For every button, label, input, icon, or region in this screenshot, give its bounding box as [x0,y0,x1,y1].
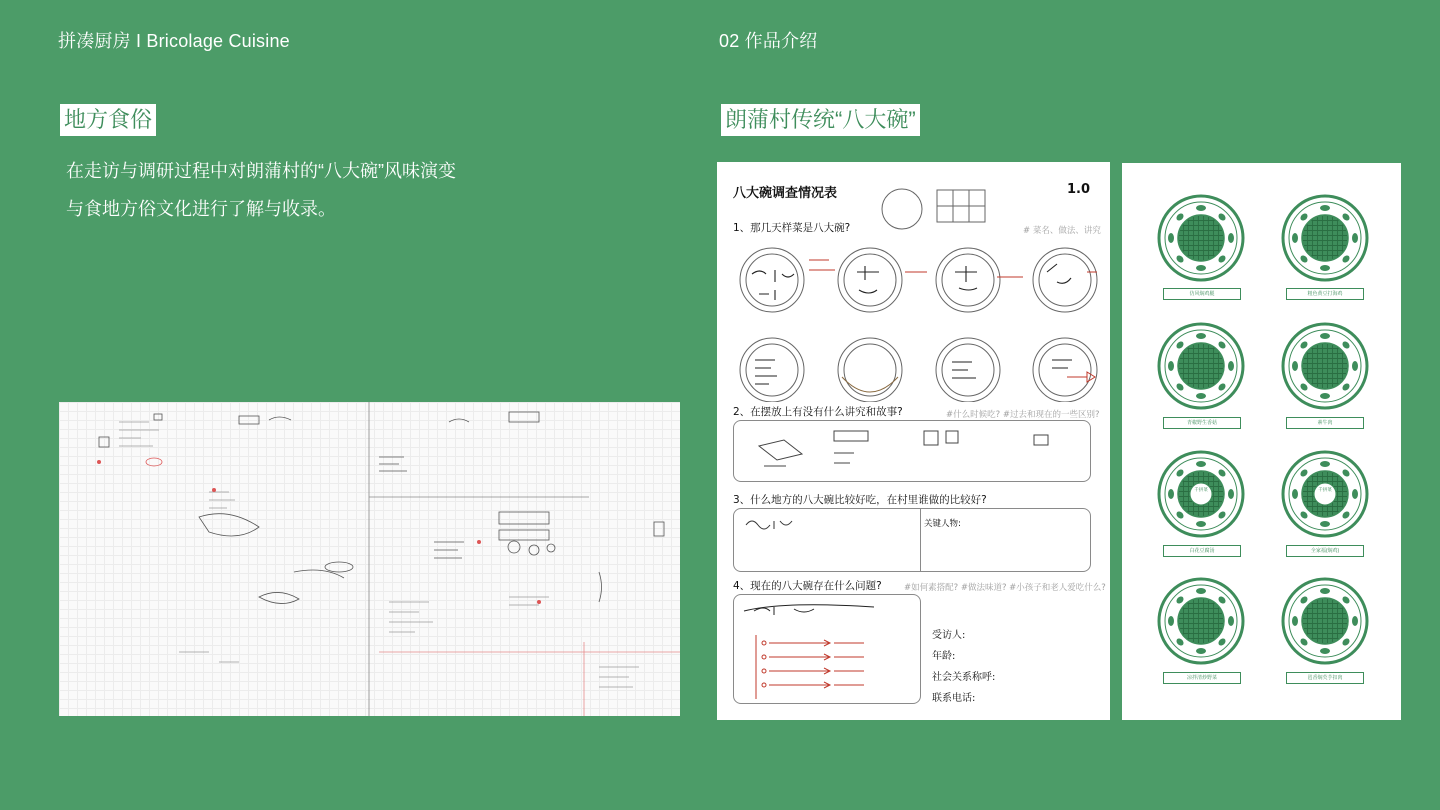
header-right-title: 02 作品介绍 [719,31,818,51]
bowls-drawing [1122,163,1401,720]
survey-key-person-label: 关键人物: [924,519,961,529]
bowl-label-4: 素牛肉 [1286,417,1364,429]
survey-question-4: 4、现在的八大碗存在什么问题? [733,580,882,592]
bowl-center-text-6: 千拼菜 [1318,487,1332,492]
survey-question-2-hint: #什么时候吃? #过去和现在的一些区别? [946,410,1100,420]
bowl-label-3: 青椒野生香菇 [1163,417,1241,429]
survey-field-interviewee: 受访人: [932,630,966,641]
survey-field-age: 年龄: [932,651,956,662]
description-text: 在走访与调研过程中对朗蒲村的“八大碗”风味演变与食地方俗文化进行了解与收录。 [66,161,456,219]
survey-box-3-divider [920,509,921,571]
section-label-eight-bowls: 朗蒲村传统“八大碗” [721,104,920,136]
survey-question-1-hint: # 菜名、做法、讲究 [1023,226,1101,236]
survey-answer-4-sketch [734,595,920,703]
bowl-center-text-5: 千拼菜 [1194,487,1208,492]
survey-answer-box-2 [733,420,1091,482]
survey-answer-2-sketch [734,421,1090,481]
survey-answer-box-4 [733,594,921,704]
eight-bowls-illustration [1122,163,1401,720]
survey-question-2: 2、在摆放上有没有什么讲究和故事? [733,406,903,418]
survey-field-phone: 联系电话: [932,693,976,704]
survey-version: 1.0 [1067,182,1091,197]
survey-answer-3-scribble [744,515,804,531]
eight-bowls-survey-form [717,162,1110,720]
survey-bowl-sketches [727,182,1107,402]
survey-field-relation: 社会关系称呼: [932,672,996,683]
survey-question-4-hint: #如何素搭配? #做法味道? #小孩子和老人爱吃什么? [904,583,1106,593]
bowl-label-5: 白花豆腐汤 [1163,545,1241,557]
header-left-title: 拼凑厨房 I Bricolage Cuisine [58,31,290,51]
bowl-label-6: 全家福(焖鸡) [1286,545,1364,557]
bowl-label-7: 凉拌清炒野菜 [1163,672,1241,684]
bowl-label-2: 粗色黄豆打海鸡 [1286,288,1364,300]
survey-question-3: 3、什么地方的八大碗比较好吃，在村里谁做的比较好? [733,494,987,506]
bowl-label-1: 仿风焖鸡腿 [1163,288,1241,300]
survey-title: 八大碗调查情况表 [733,186,838,201]
research-sketch-image [59,402,680,716]
survey-question-1: 1、那几天样菜是八大碗? [733,222,851,234]
survey-answer-box-3 [733,508,1091,572]
bowl-label-8: 邕香焖芡芋扣肉 [1286,672,1364,684]
sketch-drawing [59,402,680,716]
section-label-local-customs: 地方食俗 [60,104,156,136]
